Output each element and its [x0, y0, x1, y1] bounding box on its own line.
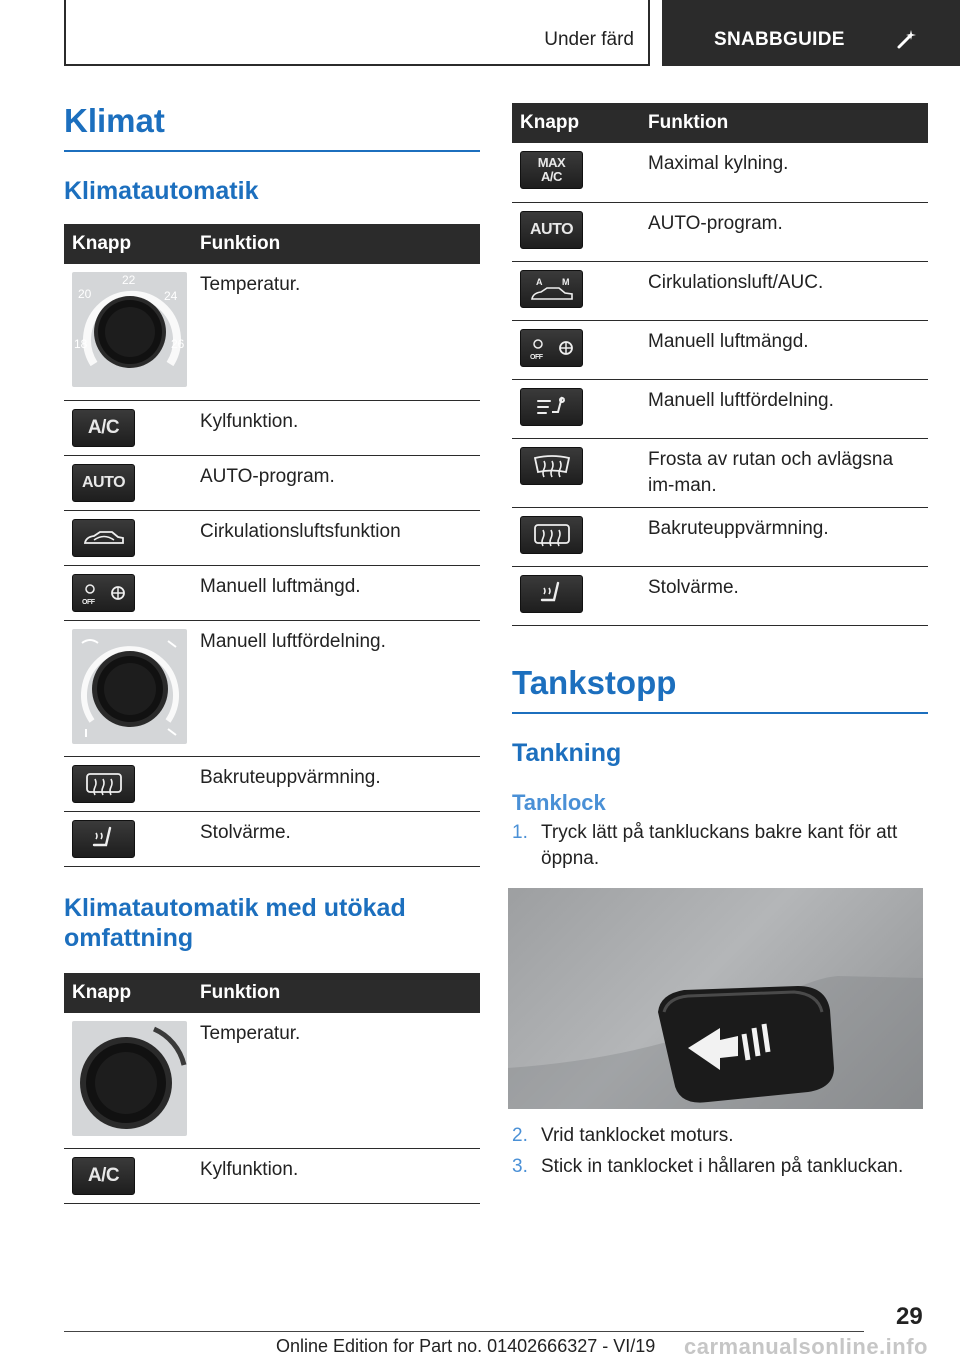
list-item: 3. Stick in tanklocket i hållaren på tankluckan.	[512, 1155, 904, 1177]
header-section-tab	[64, 0, 650, 66]
table-row	[64, 756, 480, 811]
auc-recirculation-icon	[520, 270, 583, 308]
table-header	[512, 103, 928, 143]
table-row	[64, 811, 480, 866]
row-func: Manuell luftfördelning.	[188, 620, 480, 756]
row-func: Temperatur.	[188, 264, 480, 400]
svg-text:OFF: OFF	[529, 353, 542, 361]
max-ac-button-image: MAX A/C	[520, 151, 583, 189]
seat-heat-icon	[520, 575, 583, 613]
list-item: 2. Vrid tanklocket moturs.	[512, 1124, 734, 1146]
subheading-extended: Klimatautomatik med utökad omfattning	[64, 893, 406, 952]
steps-list-b	[512, 1123, 928, 1180]
table-row	[64, 455, 480, 510]
table-row	[512, 379, 928, 438]
row-func: Frosta av rutan och avlägsna im-man.	[636, 438, 928, 507]
svg-text:OFF: OFF	[81, 598, 94, 606]
list-item: 1. Tryck lätt på tankluckans bakre kant för att öppna.	[512, 821, 898, 869]
col-header-knapp: Knapp	[64, 224, 188, 264]
table-row	[64, 1149, 480, 1204]
svg-text:A: A	[535, 276, 542, 287]
table-row	[512, 566, 928, 625]
right-column	[512, 103, 928, 1180]
col-header-knapp: Knapp	[64, 973, 188, 1013]
knob-label-18: 18	[74, 337, 88, 351]
table-row	[64, 264, 480, 400]
header-section-label: Under färd	[544, 29, 634, 50]
footer-edition: Online Edition for Part no. 01402666327 - VI/19	[276, 1336, 656, 1356]
extended-climate-table	[64, 973, 480, 1205]
row-func: Bakruteuppvärmning.	[636, 507, 928, 566]
col-header-funktion: Funktion	[636, 103, 928, 143]
table-header	[64, 224, 480, 264]
svg-text:M: M	[561, 276, 569, 287]
row-func: Manuell luftfördelning.	[636, 379, 928, 438]
front-defrost-icon	[520, 447, 583, 485]
row-func: Stolvärme.	[636, 566, 928, 625]
row-func: Cirkulationsluft/AUC.	[636, 261, 928, 320]
knob-label-22: 22	[122, 273, 136, 287]
air-distribution-icon	[520, 388, 583, 426]
left-column	[64, 102, 480, 1204]
air-distribution-knob-image	[72, 629, 187, 744]
fan-icon	[72, 574, 135, 612]
knob-label-26: 26	[171, 337, 185, 351]
table-row	[512, 143, 928, 202]
footer-divider	[64, 1331, 864, 1332]
row-func: Kylfunktion.	[188, 400, 480, 455]
temperature-knob-image	[72, 272, 187, 387]
auto-button-image: AUTO	[520, 211, 583, 249]
fan-icon	[520, 329, 583, 367]
table-row	[64, 620, 480, 756]
col-header-knapp: Knapp	[512, 103, 636, 143]
table-header	[64, 973, 480, 1013]
col-header-funktion: Funktion	[188, 224, 480, 264]
row-func: Manuell luftmängd.	[188, 565, 480, 620]
table-row	[64, 510, 480, 565]
steps-list-a	[512, 820, 928, 872]
row-func: Temperatur.	[188, 1013, 480, 1149]
table-row	[64, 400, 480, 455]
climate-table	[64, 224, 480, 867]
row-func: Stolvärme.	[188, 811, 480, 866]
ac-button-image: A/C	[72, 1157, 135, 1195]
ac-button-image: A/C	[72, 409, 135, 447]
header-guide-label: SNABBGUIDE	[714, 29, 845, 50]
climate-extended-buttons-table	[512, 103, 928, 626]
subheading-tankning: Tankning	[512, 738, 622, 767]
row-func: Bakruteuppvärmning.	[188, 756, 480, 811]
seat-heat-icon	[72, 820, 135, 858]
row-func: AUTO-program.	[188, 455, 480, 510]
rear-defrost-icon	[72, 765, 135, 803]
row-func: Cirkulationsluftsfunktion	[188, 510, 480, 565]
row-func: AUTO-program.	[636, 202, 928, 261]
table-row	[64, 565, 480, 620]
header-guide-tab	[662, 0, 960, 66]
table-row	[512, 261, 928, 320]
knob-label-24: 24	[164, 289, 178, 303]
auto-button-image: AUTO	[72, 464, 135, 502]
subheading-tanklock: Tanklock	[512, 789, 606, 815]
row-func: Maximal kylning.	[636, 143, 928, 202]
section-title-tankstopp: Tankstopp	[512, 664, 928, 714]
row-func: Kylfunktion.	[188, 1149, 480, 1204]
knob-label-20: 20	[78, 287, 92, 301]
subheading-klimatautomatik: Klimatautomatik	[64, 177, 259, 205]
fuel-flap-photo	[508, 888, 923, 1109]
wand-icon	[896, 28, 918, 50]
temperature-knob-image	[72, 1021, 187, 1136]
rear-defrost-icon	[520, 516, 583, 554]
page-number: 29	[896, 1303, 923, 1330]
table-row	[512, 438, 928, 507]
table-row	[512, 320, 928, 379]
section-title-klimat: Klimat	[64, 102, 480, 152]
table-row	[64, 1013, 480, 1149]
recirculation-icon	[72, 519, 135, 557]
table-row	[512, 507, 928, 566]
row-func: Manuell luftmängd.	[636, 320, 928, 379]
table-row	[512, 202, 928, 261]
watermark: carmanualsonline.info	[684, 1334, 928, 1359]
col-header-funktion: Funktion	[188, 973, 480, 1013]
